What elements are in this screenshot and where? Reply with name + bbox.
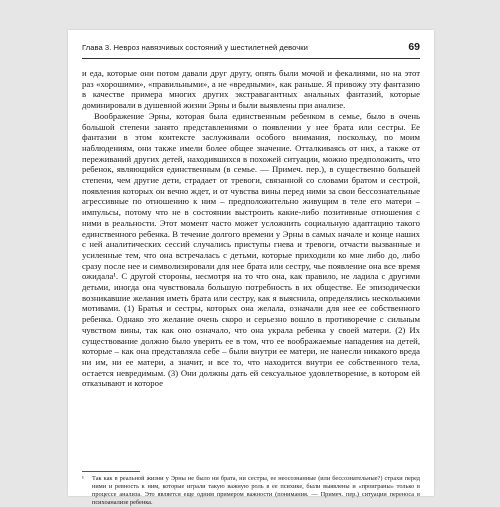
footnote-text: Так как в реальной жизни у Эрны не было ни брата, ни сестры, ее неосознанные (или бессознательные?) страхи перед ними и ревность к ним, которые играли такую важную роль в ее психике, были выявлены и «проиграны» только в процессе анализа. Это является еще одним примером важности (понимания. — Примеч. пер.) ситуации переноса в психоанализе ребенка. [92,475,420,506]
book-page [68,30,434,506]
paragraph: Воображение Эрны, которая была единственным ребенком в семье, было в очень большой степени занято представлениями о появлении у нее брата или сестры. Ее фантазии в этом контексте заслуживали особого внимания, поскольку, по моим наблюдениям, они также имели более общее значение. Отталкиваясь от них, а также от переживаний других детей, находившихся в похожей ситуации, можно предположить, что ребенок, являющийся единственным (в семье. — Примеч. пер.), в существенно большей степени, чем другие дети, страдает от тревоги, связанной со словами братом и сестрой, появления которых он вечно ждет, и от чувства вины перед ними за свои бессознательные агрессивные по отношению к ним – предположительно живущим в теле его матери – импульсы, потому что не в состоянии выстроить какие-либо позитивные отношения с ними в реальности. Этот момент часто может усложнить социальную адаптацию такого единственного ребенка. В течение долгого времени у Эрны в самых начале и конце наших с ней аналитических сессий случались приступы гнева и тревоги, отчасти вызванные и усиленные тем, что она встречалась с детьми, которые приходили ко мне либо до, либо сразу после нее и символизировали для нее брата или сестру, чье появление она все время ожидала¹. С другой стороны, несмотря на то что она, как правило, не ладила с другими детьми, иногда она чувствовала большую потребность в их обществе. Ее эпизодически возникавшие желания иметь брата или сестру, как я выяснила, определялись несколькими мотивами. (1) Братья и сестры, которых она желала, означали для нее ее собственного ребенка. Однако это желание очень скоро и серьезно вошло в противоречие с сильным чувством вины, так как оно означало, что она украла ребенка у своей матери. (2) Их существование должно было уверить ее в том, что ее воображаемые нападения на детей, которые – как она представляла себе – были внутри ее матери, не нанесли никакого вреда ни им, ни ее матери, а значит, и все то, что находится внутри ее собственного тела, остается невредимым. (3) Они должны дать ей сексуальное удовлетворение, в котором ей отказывают и которое [82,110,420,389]
chapter-title: Глава 3. Невроз навязчивых состояний у шестилетней девочки [82,43,308,52]
footnote-separator [82,471,140,472]
paragraph: и еда, которые они потом давали друг другу, опять были мочой и фекалиями, но на этот раз «хорошими», «правильными», а не «вредными», как раньше. Я привожу эту фантазию в качестве примера многих других экстравагантных анальных фантазий, которые доминировали в душевной жизни Эрны и были выявлены при анализе. [82,68,420,111]
body-text [82,68,420,389]
page-number: 69 [408,41,420,53]
footnote-mark: ¹ [82,475,84,482]
running-header [82,42,420,59]
footnote [82,475,420,507]
